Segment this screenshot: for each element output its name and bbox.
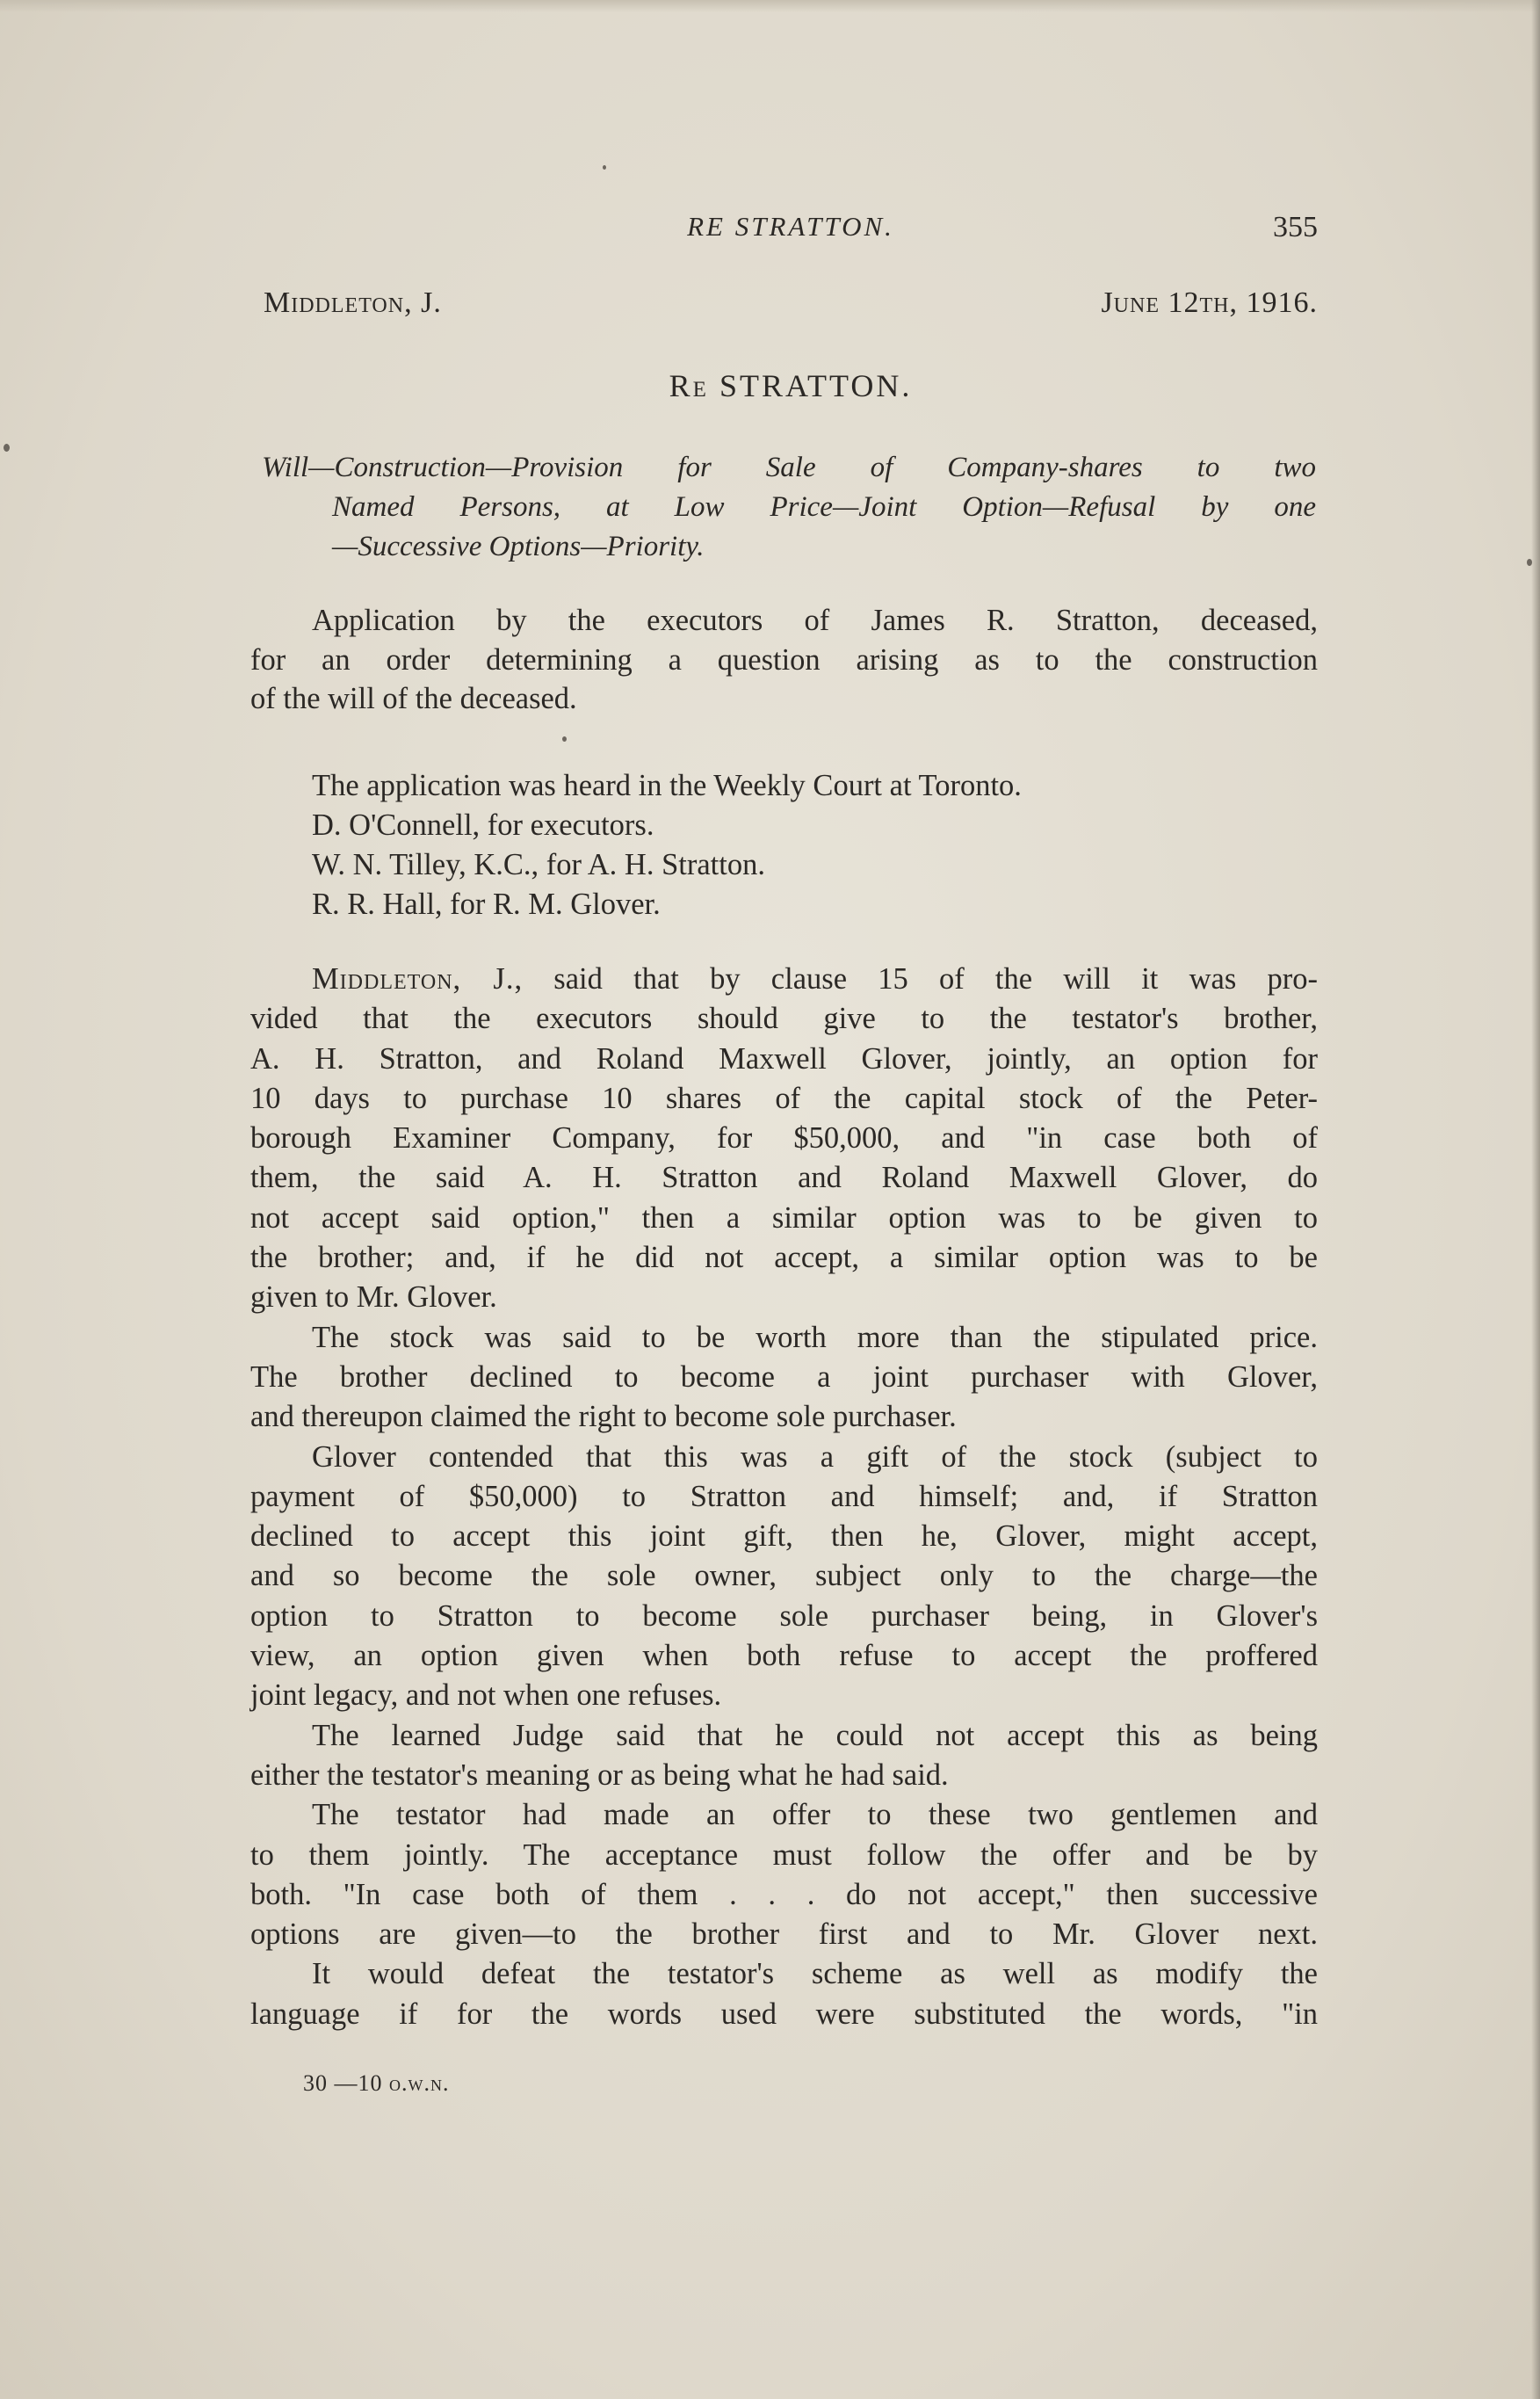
judge-date-line <box>264 286 1318 330</box>
text-line: borough Examiner Company, for $50,000, and "in case both of <box>250 1121 1318 1156</box>
signature-number: 30 —10 <box>303 2070 383 2096</box>
running-title: RE STRATTON. <box>687 211 894 242</box>
signature-abbrev: o.w.n. <box>389 2070 450 2096</box>
page-top-edge-shadow <box>0 0 1540 12</box>
paper-speck <box>603 165 606 170</box>
counsel-line: R. R. Hall, for R. M. Glover. <box>312 888 661 921</box>
text-line: for an order determining a question arising as to the construction <box>250 642 1318 677</box>
text-line: option to Stratton to become sole purchaser being, in Glover's <box>250 1598 1318 1633</box>
text-line: 10 days to purchase 10 shares of the capital stock of the Peter- <box>250 1081 1318 1115</box>
counsel-line: The application was heard in the Weekly Court at Toronto. <box>312 769 1022 802</box>
text-line: It would defeat the testator's scheme as well as modify the <box>312 1957 1318 1991</box>
text-line: and so become the sole owner, subject only to the charge—the <box>250 1559 1318 1593</box>
text-line: the brother; and, if he did not accept, a similar option was to be <box>250 1241 1318 1275</box>
running-head <box>264 211 1318 255</box>
case-title-name: STRATTON. <box>719 368 913 403</box>
text-line: both. "In case both of them . . . do not accept," then successive <box>250 1877 1318 1911</box>
headnote <box>262 448 1316 567</box>
headnote-line: Named Persons, at Low Price—Joint Option—Refusal by one <box>332 491 1316 523</box>
signature-mark <box>303 2070 450 2097</box>
text-line: The testator had made an offer to these two gentlemen and <box>312 1798 1318 1832</box>
intro-paragraph <box>250 601 1318 719</box>
text-line: to them jointly. The acceptance must follow the offer and be by <box>250 1837 1318 1872</box>
text-line: The stock was said to be worth more than the stipulated price. <box>312 1320 1318 1354</box>
text-line: declined to accept this joint gift, then he, Glover, might accept, <box>250 1519 1318 1554</box>
paper-speck <box>1527 559 1532 566</box>
text-line: vided that the executors should give to the testator's brother, <box>250 1002 1318 1036</box>
text-line: joint legacy, and not when one refuses. <box>250 1678 722 1713</box>
judgment-date: June 12th, 1916. <box>1101 286 1318 319</box>
text-line: language if for the words used were substituted the words, "in <box>250 1997 1318 2031</box>
judgment-text <box>250 960 1318 2034</box>
text-line: not accept said option," then a similar option was to be given to <box>250 1200 1318 1235</box>
judgment-judge-name: Middleton, J., <box>312 962 524 996</box>
headnote-line: —Successive Options—Priority. <box>332 531 705 562</box>
case-title-prefix: Re <box>669 368 709 403</box>
page-number: 355 <box>1273 211 1318 243</box>
text-line: and thereupon claimed the right to become sole purchaser. <box>250 1400 957 1434</box>
text-line: of the will of the deceased. <box>250 682 577 715</box>
judge-name: Middleton, J. <box>264 286 442 319</box>
text-line <box>250 960 1318 999</box>
text-line: The learned Judge said that he could not accept this as being <box>312 1718 1318 1752</box>
paper-speck <box>4 444 10 452</box>
headnote-line: Will—Construction—Provision for Sale of Company-shares to two <box>262 452 1316 483</box>
text-line: view, an option given when both refuse to accept the proffered <box>250 1639 1318 1673</box>
page-right-edge-shadow <box>1531 0 1540 2399</box>
text-line: them, the said A. H. Stratton and Roland Maxwell Glover, do <box>250 1161 1318 1195</box>
text-line: A. H. Stratton, and Roland Maxwell Glover, jointly, an option for <box>250 1041 1318 1076</box>
paper-speck <box>562 736 567 742</box>
text-line: either the testator's meaning or as being what he had said. <box>250 1758 949 1792</box>
text-line: Application by the executors of James R. Stratton, deceased, <box>312 604 1318 637</box>
case-title <box>264 367 1318 404</box>
counsel-line: D. O'Connell, for executors. <box>312 808 654 842</box>
text-line: payment of $50,000) to Stratton and himself; and, if Stratton <box>250 1479 1318 1513</box>
text-line: options are given—to the brother first and to Mr. Glover next. <box>250 1917 1318 1952</box>
counsel-line: W. N. Tilley, K.C., for A. H. Stratton. <box>312 848 765 881</box>
judgment-line-text: said that by clause 15 of the will it was pro- <box>523 962 1318 996</box>
counsel-list <box>250 766 1318 924</box>
text-line: The brother declined to become a joint purchaser with Glover, <box>250 1359 1318 1394</box>
text-line: Glover contended that this was a gift of the stock (subject to <box>312 1439 1318 1474</box>
text-line: given to Mr. Glover. <box>250 1280 497 1315</box>
